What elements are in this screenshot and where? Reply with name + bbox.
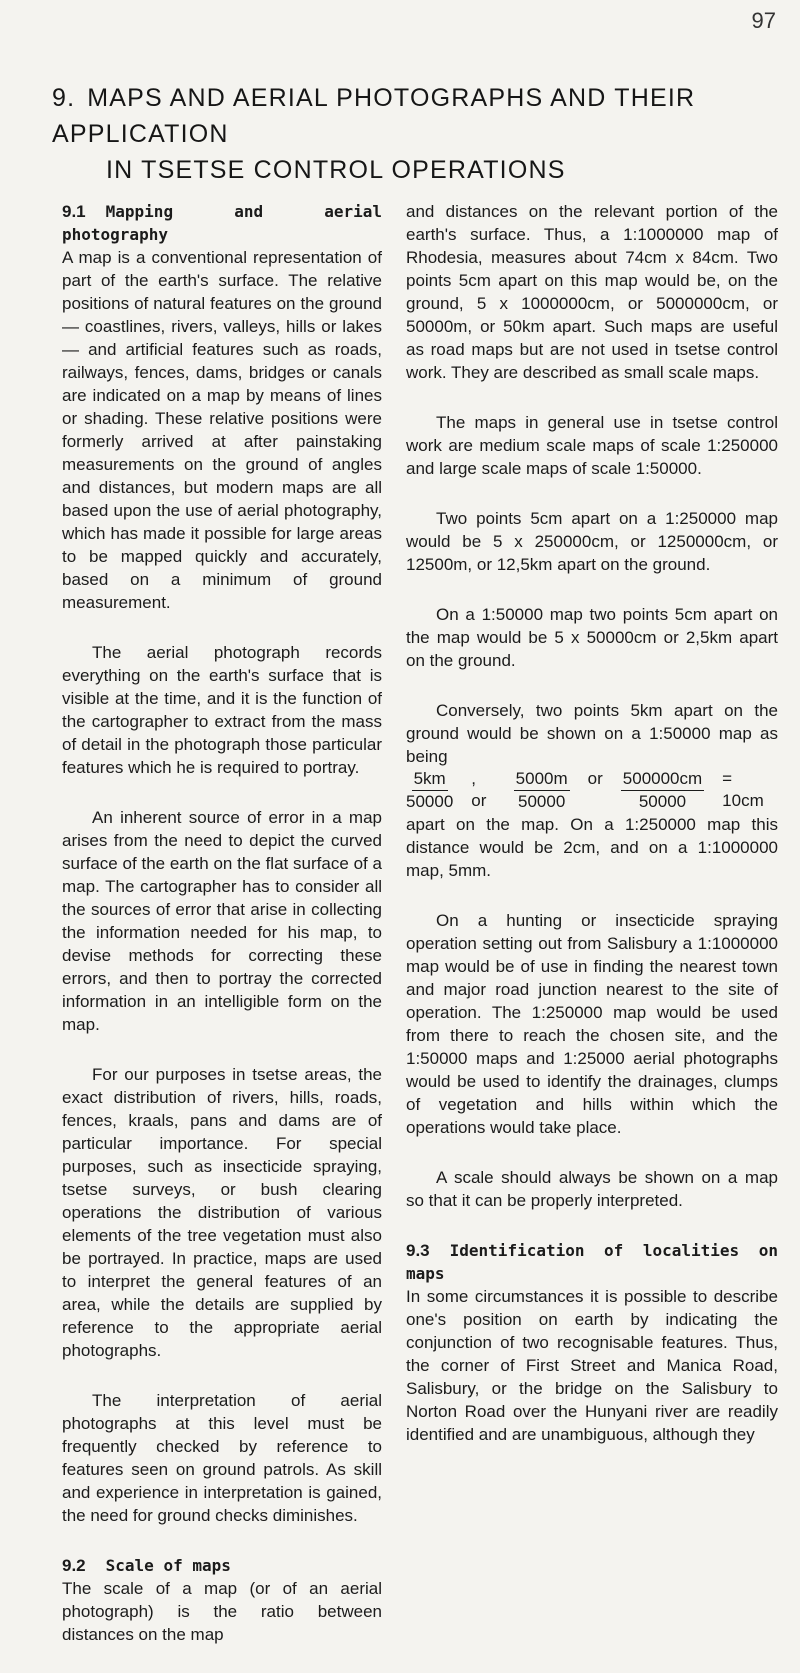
page-number: 97 — [751, 8, 776, 33]
chapter-title-line2: IN TSETSE CONTROL OPERATIONS — [106, 156, 566, 184]
section-title: Mapping and aerial photography — [62, 202, 382, 244]
chapter-number: 9. — [52, 84, 76, 112]
fraction — [621, 768, 704, 813]
paragraph: Two points 5cm apart on a 1:250000 map would be 5 x 250000cm, or 1250000cm, or 12500m, or 12,5km apart on the ground. — [406, 509, 778, 574]
paragraph: and distances on the relevant portion of the earth's surface. Thus, a 1:1000000 map of Rhodesia, measures about 74cm x 84cm. Two points 5cm apart on this map would be, on the ground, 5 x 1000000cm, or 5000000cm, or 50000m, or 50km apart. Such maps are useful as road maps but are not used in tsetse control work. They are described as small scale maps. — [406, 202, 778, 382]
fraction-denominator: 50000 — [638, 792, 687, 811]
fraction — [406, 768, 453, 813]
section-number: 9.2 — [62, 1556, 86, 1575]
fraction-numerator: 500000cm — [621, 768, 704, 791]
fraction-numerator: 5000m — [514, 768, 570, 791]
section-number: 9.3 — [406, 1241, 430, 1260]
fraction-denominator: 50000 — [406, 792, 454, 811]
scale-formula — [406, 768, 778, 813]
paragraph: An inherent source of error in a map arises from the need to depict the curved surface of the earth on the flat surface of a map. The cartographer has to consider all the sources of error that arise in collecting the information needed for his map, to devise methods for correcting these errors, and then to portray the corrected information in an intelligible form on the map. — [62, 808, 382, 1034]
paragraph: In some circumstances it is possible to describe one's position on earth by indicating the conjunction of two recognisable features. Thus, the corner of First Street and Manica Road, Salisbury, or the bridge on the Salisbury to Norton Road over the Hunyani river are readily identified and are unambiguous, although they — [406, 1287, 778, 1444]
fraction-denominator: 50000 — [518, 792, 566, 811]
section-heading-9-2 — [62, 1554, 382, 1577]
chapter-title-line1: MAPS AND AERIAL PHOTOGRAPHS AND THEIR APPLICATION — [52, 84, 696, 148]
paragraph: On a 1:50000 map two points 5cm apart on the map would be 5 x 50000cm or 2,5km apart on the ground. — [406, 605, 778, 670]
paragraph: The aerial photograph records everything on the earth's surface that is visible at the time, and it is the function of the cartographer to extract from the mass of detail in the photograph those particular features which he is required to portray. — [62, 643, 382, 777]
paragraph: apart on the map. On a 1:250000 map this distance would be 2cm, and on a 1:1000000 map, 5mm. — [406, 815, 778, 880]
fraction — [514, 768, 570, 813]
formula-result: = 10cm — [722, 769, 764, 810]
left-column — [62, 200, 382, 1673]
right-column — [406, 200, 778, 1473]
section-title: Identification of localities on maps — [406, 1241, 778, 1283]
section-heading-9-3 — [406, 1239, 778, 1285]
paragraph: The scale of a map (or of an aerial photograph) is the ratio between distances on the map — [62, 1579, 382, 1644]
formula-separator: or — [587, 769, 603, 788]
section-heading-9-1 — [62, 200, 382, 246]
paragraph: The maps in general use in tsetse control work are medium scale maps of scale 1:250000 and large scale maps of scale 1:50000. — [406, 413, 778, 478]
fraction-numerator: 5km — [412, 768, 448, 791]
chapter-title — [52, 80, 782, 188]
formula-separator: , or — [471, 769, 487, 810]
paragraph: A map is a conventional representation of part of the earth's surface. The relative positions of natural features on the ground — coastlines, rivers, valleys, hills or lakes — and artificial features such as roads, railways, fences, dams, bridges or canals are indicated on a map by means of lines or shading. These relative positions were formerly arrived at after painstaking measurements on the ground of angles and distances, but modern maps are all based upon the use of aerial photography, which has made it possible for large areas to be mapped quickly and accurately, based on a minimum of ground measurement. — [62, 248, 382, 612]
paragraph: For our purposes in tsetse areas, the exact distribution of rivers, hills, roads, fences, kraals, pans and dams are of particular importance. For special purposes, such as insecticide spraying, tsetse surveys, or bush clearing operations the distribution of various elements of the tree vegetation must also be portrayed. In practice, maps are used to interpret the general features of an area, while the details are supplied by reference to the appropriate aerial photographs. — [62, 1065, 382, 1360]
section-number: 9.1 — [62, 202, 86, 221]
section-title: Scale of maps — [105, 1556, 231, 1575]
paragraph: The interpretation of aerial photographs at this level must be frequently checked by reference to features seen on ground patrols. As skill and experience in interpretation is gained, the need for ground checks diminishes. — [62, 1391, 382, 1525]
paragraph: On a hunting or insecticide spraying operation setting out from Salisbury a 1:1000000 map would be of use in finding the nearest town and major road junction nearest to the site of operation. The 1:250000 map would be used from there to reach the chosen site, and the 1:50000 maps and 1:25000 aerial photographs would be used to identify the drainages, clumps of vegetation and hills within which the operations would take place. — [406, 911, 778, 1137]
paragraph: Conversely, two points 5km apart on the ground would be shown on a 1:50000 map as being — [406, 701, 778, 766]
paragraph: A scale should always be shown on a map so that it can be properly interpreted. — [406, 1168, 778, 1210]
